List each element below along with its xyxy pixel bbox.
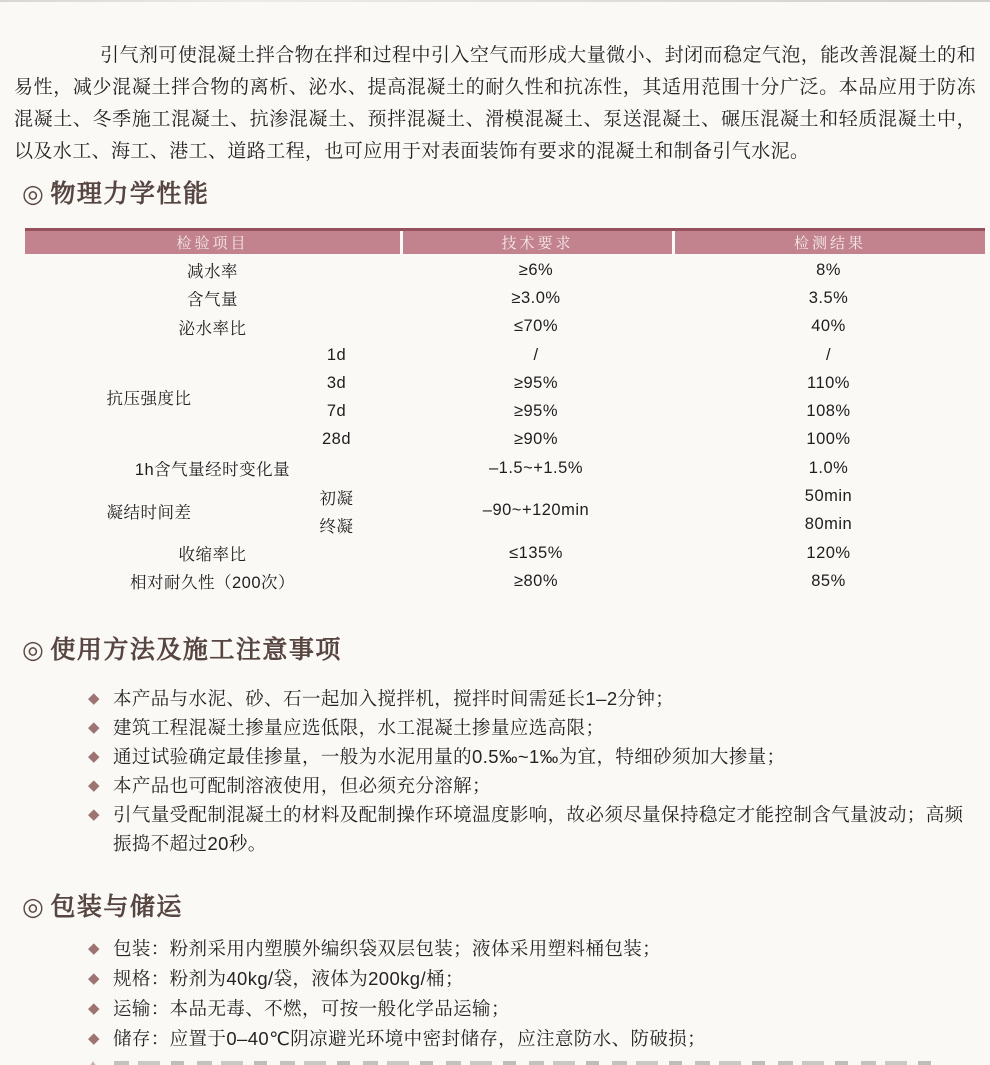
table-cell-sub: 7d <box>326 402 347 421</box>
table-cell-result: 108% <box>806 402 851 421</box>
usage-bullet-list <box>88 684 976 858</box>
list-item <box>88 742 976 771</box>
diamond-bullet-icon: ◆ <box>88 719 100 736</box>
list-item-text: 运输：本品无毒、不燃，可按一般化学品运输； <box>112 998 510 1019</box>
table-cell-group-compressive-strength: 抗压强度比 <box>106 390 192 409</box>
list-item <box>88 713 976 742</box>
list-item-text: 包装：粉剂采用内塑膜外编织袋双层包装；液体采用塑料桶包装； <box>112 938 662 959</box>
scan-top-edge <box>0 0 990 2</box>
list-item-text: 储存：应置于0–40℃阴凉避光环境中密封储存，应注意防水、防破损； <box>112 1028 707 1049</box>
intro-paragraph: 引气剂可使混凝土拌合物在拌和过程中引入空气而形成大量微小、封闭而稳定气泡，能改善混凝土的和易性，减少混凝土拌合物的离析、泌水、提高混凝土的耐久性和抗冻性，其适用范围十分广泛。本品应用于防冻混凝土、冬季施工混凝土、抗渗混凝土、预拌混凝土、滑模混凝土、泵送混凝土、碾压混凝土和轻质混凝土中，以及水工、海工、港工、道路工程，也可应用于对表面装饰有要求的混凝土和制备引气水泥。 <box>14 45 976 162</box>
diamond-bullet-icon: ◆ <box>88 777 100 794</box>
list-item <box>88 964 976 994</box>
table-cell-req: ≥6% <box>518 260 554 279</box>
list-item <box>88 1024 976 1054</box>
clipped-diamond-bullet-icon <box>88 1061 98 1065</box>
diamond-bullet-icon: ◆ <box>88 940 100 957</box>
double-circle-marker: ◎ <box>22 636 46 664</box>
diamond-bullet-icon: ◆ <box>88 806 100 823</box>
table-cell-result: 120% <box>806 543 851 562</box>
list-item-text: 本产品与水泥、砂、石一起加入搅拌机，搅拌时间需延长1–2分钟； <box>112 688 675 709</box>
diamond-bullet-icon: ◆ <box>88 1030 100 1047</box>
table-cell-req: / <box>533 345 539 364</box>
section-title-physical: 物理力学性能 <box>50 180 210 208</box>
double-circle-marker: ◎ <box>22 180 46 208</box>
clipped-text-remnant <box>86 1058 956 1065</box>
table-cell-req: ≤135% <box>509 543 563 562</box>
table-cell-item: 相对耐久性（200次） <box>129 574 296 593</box>
list-item-text: 本产品也可配制溶液使用，但必须充分溶解； <box>112 775 491 796</box>
table-cell-result: / <box>825 345 832 364</box>
list-item <box>88 684 976 713</box>
list-item-text: 规格：粉剂为40kg/袋，液体为200kg/桶； <box>112 968 464 989</box>
table-cell-req: ≥80% <box>513 571 559 590</box>
diamond-bullet-icon: ◆ <box>88 970 100 987</box>
section-heading-physical <box>22 174 209 210</box>
table-cell-result: 1.0% <box>808 458 849 477</box>
table-cell-sub: 3d <box>326 373 347 392</box>
table-cell-result: 100% <box>806 430 851 449</box>
list-item-text: 引气量受配制混凝土的材料及配制操作环境温度影响，故必须尽量保持稳定才能控制含气量波动；高频振捣不超过20秒。 <box>112 804 964 854</box>
diamond-bullet-icon: ◆ <box>88 690 100 707</box>
table-cell-sub: 1d <box>326 345 347 364</box>
table-body <box>25 254 985 596</box>
table-cell-result: 3.5% <box>808 288 849 307</box>
diamond-bullet-icon: ◆ <box>88 1000 100 1017</box>
packaging-bullet-list <box>88 934 976 1054</box>
list-item <box>88 800 976 858</box>
table-cell-item: 1h含气量经时变化量 <box>134 461 291 480</box>
table-header-requirement: 技术要求 <box>400 231 672 254</box>
list-item <box>88 934 976 964</box>
table-cell-req: ≥3.0% <box>511 288 561 307</box>
table-cell-req: –1.5~+1.5% <box>489 458 583 477</box>
table-cell-result: 8% <box>816 260 841 279</box>
table-header-row <box>25 228 985 254</box>
table-cell-result: 85% <box>811 571 846 590</box>
table-cell-result: 50min <box>804 487 853 506</box>
table-cell-item: 含气量 <box>187 291 238 310</box>
table-cell-req: ≤70% <box>513 317 559 336</box>
table-header-result: 检测结果 <box>672 231 985 254</box>
diamond-bullet-icon: ◆ <box>88 748 100 765</box>
table-cell-result: 110% <box>807 373 850 392</box>
table-cell-sub: 28d <box>321 430 352 449</box>
table-cell-item: 泌水率比 <box>178 319 247 338</box>
table-header-item: 检验项目 <box>176 235 249 252</box>
table-cell-result: 40% <box>811 317 846 336</box>
table-cell-sub: 终凝 <box>319 517 354 536</box>
section-heading-packaging <box>22 887 183 923</box>
section-heading-usage <box>22 630 342 666</box>
performance-table <box>25 228 985 596</box>
table-cell-group-setting-time: 凝结时间差 <box>106 503 192 522</box>
section-title-packaging: 包装与储运 <box>50 893 183 921</box>
table-cell-item: 减水率 <box>187 263 238 282</box>
list-item <box>88 771 976 800</box>
list-item-text: 通过试验确定最佳掺量，一般为水泥用量的0.5‰~1‰为宜，特细砂须加大掺量； <box>112 746 786 767</box>
table-cell-item: 收缩率比 <box>178 546 247 565</box>
list-item <box>88 994 976 1024</box>
list-item-text: 建筑工程混凝土掺量应选低限，水工混凝土掺量应选高限； <box>112 717 605 738</box>
table-cell-req: ≥95% <box>513 373 559 392</box>
table-cell-result: 80min <box>804 515 853 534</box>
clipped-text-ghost <box>114 1061 944 1065</box>
section-title-usage: 使用方法及施工注意事项 <box>50 636 342 664</box>
table-cell-req: ≥95% <box>513 402 559 421</box>
table-cell-sub: 初凝 <box>319 489 354 508</box>
table-cell-req: –90~+120min <box>482 501 590 520</box>
table-cell-req: ≥90% <box>513 430 559 449</box>
double-circle-marker: ◎ <box>22 893 46 921</box>
